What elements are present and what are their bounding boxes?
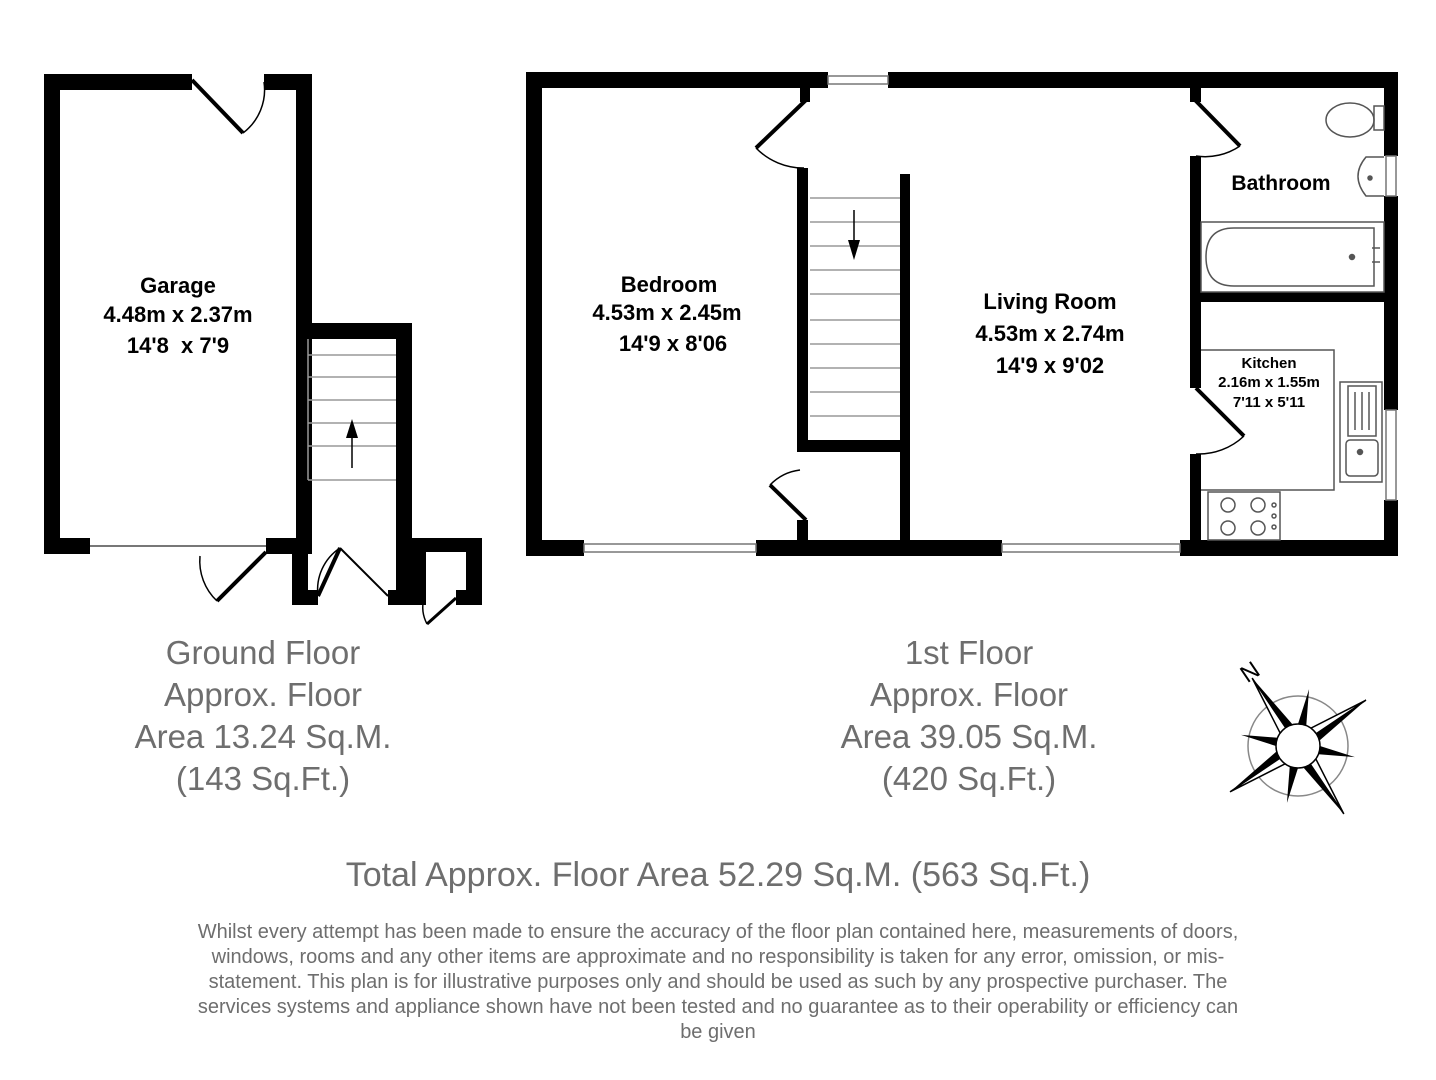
stairs-up-arrow-icon [346, 419, 358, 468]
first-floor-summary-line: Area 39.05 Sq.M. [840, 718, 1098, 755]
bath-icon [1201, 222, 1384, 292]
stairs-down-arrow-icon [848, 210, 860, 260]
kitchen-name: Kitchen [1241, 355, 1297, 372]
ground-floor-summary-line: Ground Floor [165, 634, 361, 671]
ground-floor-summary-line: Approx. Floor [163, 676, 363, 713]
living-room-imperial: 14'9 x 9'02 [995, 353, 1105, 378]
bedroom-name: Bedroom [620, 272, 718, 297]
stair-hall-walls [292, 323, 482, 605]
bedroom-metric: 4.53m x 2.45m [592, 300, 742, 325]
ground-floor-summary-line: Area 13.24 Sq.M. [134, 718, 392, 755]
compass-rose-icon [1184, 632, 1412, 860]
sink-icon [1340, 382, 1382, 482]
first-floor-summary [786, 632, 1152, 800]
hob-icon [1208, 492, 1280, 540]
total-floor-area: Total Approx. Floor Area 52.29 Sq.M. (563 Sq.Ft.) [345, 856, 1091, 894]
front-double-door [318, 548, 388, 596]
ground-floor-plan [44, 74, 482, 624]
bathroom-name: Bathroom [1231, 172, 1331, 195]
kitchen-metric: 2.16m x 1.55m [1218, 374, 1320, 391]
bathroom-door [1195, 100, 1240, 157]
garage-imperial: 14'8 x 7'9 [126, 333, 230, 358]
washbasin-icon [1358, 157, 1384, 196]
garage-side-door [200, 552, 266, 601]
first-floor-stairs [810, 198, 900, 416]
bedroom-door [756, 100, 806, 168]
living-room-name: Living Room [983, 289, 1117, 314]
kitchen-imperial: 7'11 x 5'11 [1232, 394, 1306, 411]
toilet-icon [1326, 103, 1384, 137]
first-floor-summary-line: 1st Floor [904, 634, 1034, 671]
garage-name: Garage [140, 273, 216, 298]
first-floor-summary-line: (420 Sq.Ft.) [881, 760, 1057, 797]
garage-rear-door [192, 80, 265, 133]
disclaimer-text: Whilst every attempt has been made to ensure the accuracy of the floor plan contained here, measurements of doors, windows, rooms and any other items are approximate and no responsibility is taken for any error, omission, or mis-statement. This plan is for illustrative purposes only and should be used as such by any prospective purchaser. The services systems and appliance shown have not been tested and no guarantee as to their operability or efficiency can be given [197, 921, 1239, 1043]
bedroom-cupboard-door [770, 470, 806, 520]
cupboard-door [423, 598, 456, 624]
ground-floor-summary [80, 632, 446, 800]
first-floor-summary-line: Approx. Floor [869, 676, 1069, 713]
bedroom-imperial: 14'9 x 8'06 [618, 331, 728, 356]
compass-north-label: N [1235, 656, 1266, 689]
ground-floor-summary-line: (143 Sq.Ft.) [175, 760, 351, 797]
living-room-metric: 4.53m x 2.74m [975, 321, 1125, 346]
garage-metric: 4.48m x 2.37m [103, 302, 253, 327]
